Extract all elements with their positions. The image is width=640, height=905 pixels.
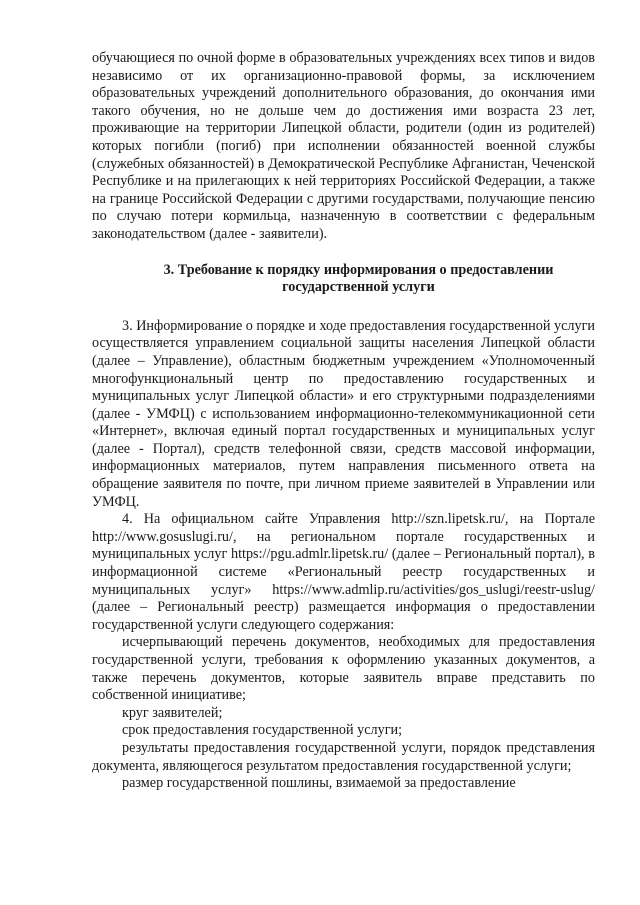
paragraph-4: 4. На официальном сайте Управления http://szn.lipetsk.ru/, на Портале http://www.gosuslugi.ru/, на региональном портале государственных и муниципальных услуг https://pgu.admlr.lipetsk.ru/ (далее – Региональный портал), в информационной системе «Региональный реестр государственных и муниципальных услуг» https://www.admlip.ru/activities/gos_uslugi/reestr-uslug/ (далее – Региональный реестр) размещается информация о предоставлении государственной услуги следующего содержания: (92, 511, 595, 633)
intro-paragraph: обучающиеся по очной форме в образовательных учреждениях всех типов и видов независимо от их организационно-правовой формы, за исключением образовательных учреждений дополнительного образования, до окончания ими такого обучения, но не дольше чем до достижения ими возраста 23 лет, проживающие на территории Липецкой области, родители (один из родителей) которых погибли (погиб) при исполнении обязанностей военной службы (служебных обязанностей) в Демократической Республике Афганистан, Чеченской Республике и на прилегающих к ней территориях Российской Федерации, а также на границе Российской Федерации с другими государствами, получающие пенсию по случаю потери кормильца, назначенную в соответствии с федеральным законодательством (далее - заявители). (92, 50, 595, 242)
list-item: круг заявителей; (122, 704, 223, 721)
list-item: результаты предоставления государственной услуги, порядок представления документа, являющегося результатом предоставления государственной услуги; (92, 739, 595, 774)
paragraph-3: 3. Информирование о порядке и ходе предоставления государственной услуги осуществляется управлением социальной защиты населения Липецкой области (далее – Управление), областным бюджетным учреждением «Уполномоченный многофункциональный центр по предоставлению государственных и муниципальных услуг Липецкой области» и его структурными подразделениями (далее - УМФЦ) с использованием информационно-телекоммуникационной сети «Интернет», включая единый портал государственных и муниципальных услуг (далее - Портал), средств телефонной связи, средств массовой информации, информационных материалов, путем направления письменного ответа на обращение заявителя по почте, при личном приеме заявителей в Управлении или УМФЦ. (92, 317, 595, 510)
list-item: исчерпывающий перечень документов, необходимых для предоставления государственной услуги, требования к оформлению указанных документов, а также перечень документов, которые заявитель вправе представить по собственной инициативе; (92, 634, 595, 704)
section-heading: 3. Требование к порядку информирования о предоставлении государственной услуги (163, 261, 554, 296)
list-item: размер государственной пошлины, взимаемой за предоставление (122, 775, 516, 792)
list-item: срок предоставления государственной услуги; (122, 722, 403, 739)
